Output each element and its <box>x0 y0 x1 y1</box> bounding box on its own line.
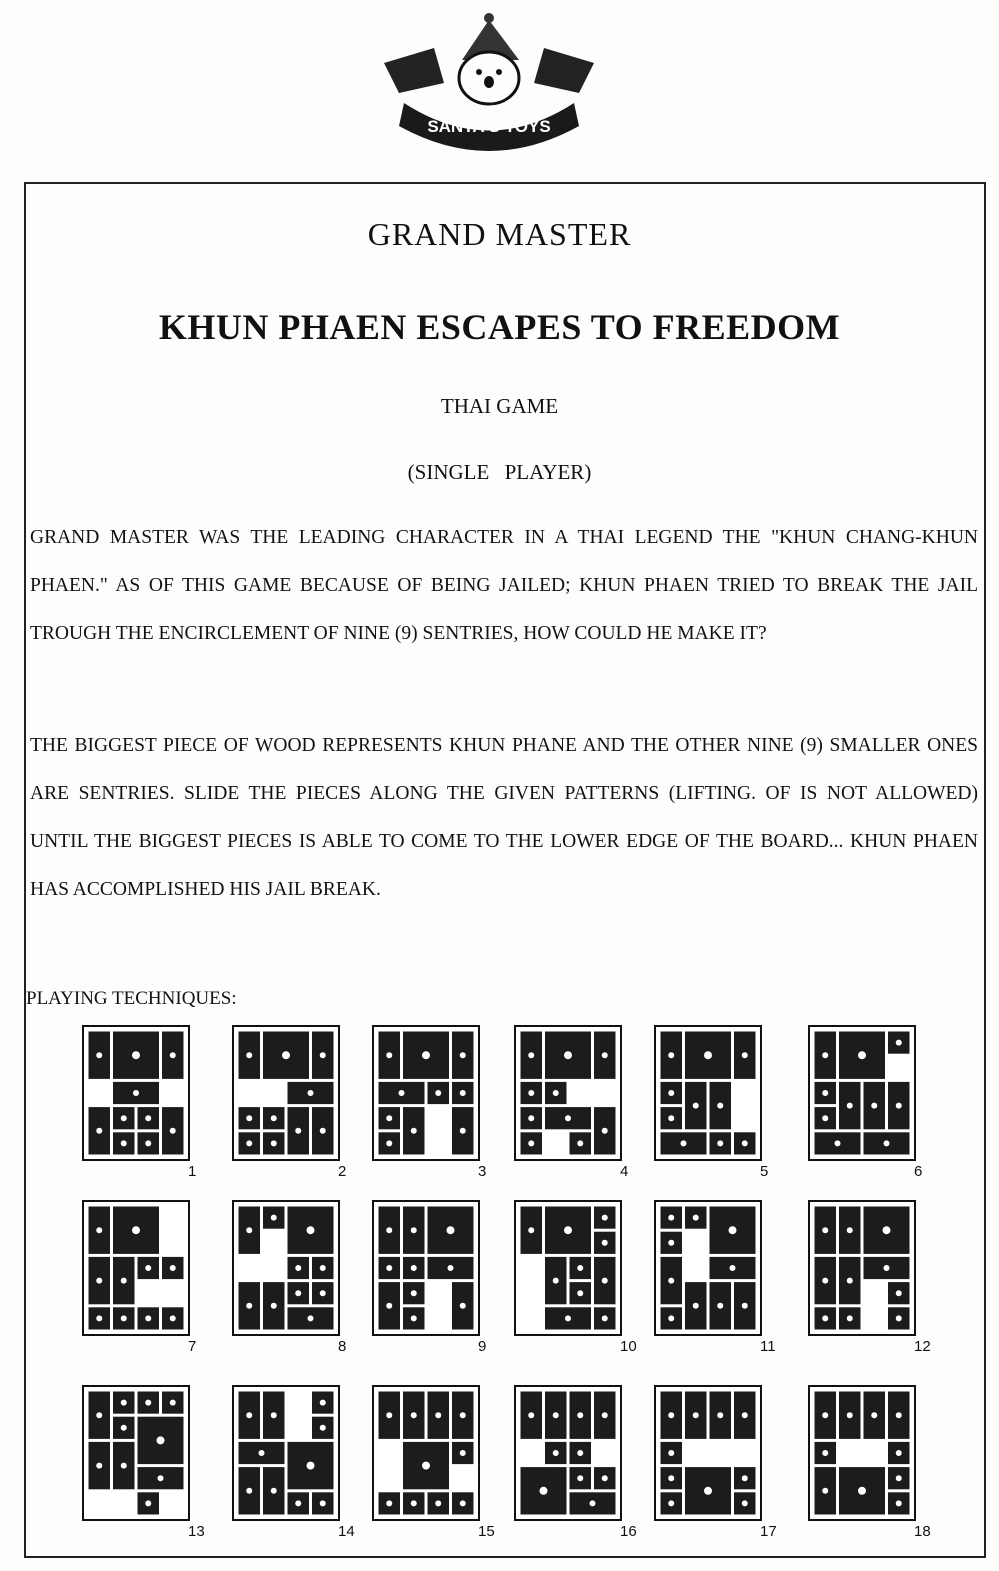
board-number: 16 <box>620 1523 637 1540</box>
piece-dot <box>447 1226 455 1234</box>
piece-dot <box>386 1265 392 1271</box>
piece-dot <box>540 1487 548 1495</box>
piece-dot <box>121 1425 127 1431</box>
piece-dot <box>668 1500 674 1506</box>
piece-dot <box>847 1412 853 1418</box>
piece-dot <box>145 1400 151 1406</box>
piece-dot <box>602 1412 608 1418</box>
piece-dot <box>435 1090 441 1096</box>
board-number: 5 <box>760 1163 769 1180</box>
piece-dot <box>847 1227 853 1233</box>
piece-dot <box>871 1103 877 1109</box>
piece-dot <box>460 1090 466 1096</box>
piece-dot <box>822 1450 828 1456</box>
piece-dot <box>602 1475 608 1481</box>
piece-dot <box>668 1115 674 1121</box>
piece-dot <box>704 1487 712 1495</box>
piece-dot <box>729 1226 737 1234</box>
piece-dot <box>271 1303 277 1309</box>
piece-dot <box>602 1315 608 1321</box>
piece-dot <box>386 1412 392 1418</box>
piece-dot <box>96 1128 102 1134</box>
piece-dot <box>271 1140 277 1146</box>
piece-dot <box>411 1227 417 1233</box>
board-diagram-8 <box>232 1200 340 1336</box>
board-number: 12 <box>914 1338 931 1355</box>
piece-dot <box>460 1303 466 1309</box>
piece-dot <box>271 1215 277 1221</box>
piece-dot <box>132 1051 140 1059</box>
piece-dot <box>577 1412 583 1418</box>
piece-dot <box>320 1265 326 1271</box>
piece-dot <box>145 1265 151 1271</box>
piece-dot <box>448 1265 454 1271</box>
piece-dot <box>460 1450 466 1456</box>
piece-dot <box>553 1090 559 1096</box>
board-diagram-15 <box>372 1385 480 1521</box>
piece-dot <box>668 1052 674 1058</box>
piece-dot <box>386 1227 392 1233</box>
piece-dot <box>121 1278 127 1284</box>
page-subtitle: KHUN PHAEN ESCAPES TO FREEDOM <box>158 307 841 347</box>
board-diagram-12 <box>808 1200 916 1336</box>
board-diagram-10 <box>514 1200 622 1336</box>
piece-dot <box>847 1315 853 1321</box>
piece-dot <box>564 1226 572 1234</box>
board-diagram-2 <box>232 1025 340 1161</box>
piece-dot <box>858 1051 866 1059</box>
board-number: 2 <box>338 1163 347 1180</box>
board-number: 11 <box>760 1338 776 1355</box>
piece-dot <box>883 1226 891 1234</box>
svg-text:SANTA'S TOYS: SANTA'S TOYS <box>427 117 551 136</box>
piece-dot <box>847 1103 853 1109</box>
piece-dot <box>460 1052 466 1058</box>
piece-dot <box>96 1278 102 1284</box>
piece-dot <box>170 1128 176 1134</box>
piece-dot <box>693 1103 699 1109</box>
board-diagram-14 <box>232 1385 340 1521</box>
piece-dot <box>435 1412 441 1418</box>
piece-dot <box>271 1115 277 1121</box>
piece-dot <box>259 1450 265 1456</box>
piece-dot <box>386 1303 392 1309</box>
piece-dot <box>145 1115 151 1121</box>
player-count: (SINGLE PLAYER) <box>407 460 592 484</box>
techniques-heading: PLAYING TECHNIQUES: <box>26 988 237 1009</box>
board-diagram-5 <box>654 1025 762 1161</box>
piece-dot <box>847 1278 853 1284</box>
piece-dot <box>96 1052 102 1058</box>
piece-dot <box>822 1278 828 1284</box>
piece-dot <box>246 1227 252 1233</box>
piece-dot <box>411 1500 417 1506</box>
piece-dot <box>96 1227 102 1233</box>
piece-dot <box>295 1500 301 1506</box>
piece-dot <box>121 1400 127 1406</box>
piece-dot <box>386 1052 392 1058</box>
piece-dot <box>386 1115 392 1121</box>
piece-dot <box>822 1052 828 1058</box>
piece-dot <box>246 1115 252 1121</box>
piece-dot <box>246 1488 252 1494</box>
piece-dot <box>896 1450 902 1456</box>
piece-dot <box>717 1303 723 1309</box>
piece-dot <box>170 1315 176 1321</box>
piece-dot <box>668 1090 674 1096</box>
piece-dot <box>282 1051 290 1059</box>
piece-dot <box>386 1140 392 1146</box>
board-diagram-9 <box>372 1200 480 1336</box>
piece-dot <box>742 1475 748 1481</box>
piece-dot <box>896 1500 902 1506</box>
piece-dot <box>553 1278 559 1284</box>
piece-dot <box>577 1450 583 1456</box>
piece-dot <box>246 1140 252 1146</box>
piece-dot <box>896 1103 902 1109</box>
piece-dot <box>668 1278 674 1284</box>
piece-dot <box>170 1052 176 1058</box>
piece-dot <box>411 1315 417 1321</box>
piece-dot <box>577 1475 583 1481</box>
board-number: 17 <box>760 1523 777 1540</box>
piece-dot <box>295 1128 301 1134</box>
piece-dot <box>693 1412 699 1418</box>
piece-dot <box>411 1290 417 1296</box>
piece-dot <box>411 1265 417 1271</box>
board-number: 13 <box>188 1523 205 1540</box>
piece-dot <box>320 1290 326 1296</box>
piece-dot <box>422 1462 430 1470</box>
piece-dot <box>553 1450 559 1456</box>
piece-dot <box>246 1052 252 1058</box>
piece-dot <box>386 1500 392 1506</box>
piece-dot <box>590 1500 596 1506</box>
board-diagram-17 <box>654 1385 762 1521</box>
piece-dot <box>668 1315 674 1321</box>
board-diagram-1 <box>82 1025 190 1161</box>
piece-dot <box>896 1315 902 1321</box>
piece-dot <box>271 1412 277 1418</box>
piece-dot <box>170 1265 176 1271</box>
piece-dot <box>320 1128 326 1134</box>
piece-dot <box>896 1040 902 1046</box>
piece-dot <box>308 1315 314 1321</box>
piece-dot <box>668 1450 674 1456</box>
board-number: 8 <box>338 1338 347 1355</box>
piece-dot <box>681 1140 687 1146</box>
piece-dot <box>668 1240 674 1246</box>
piece-dot <box>271 1488 277 1494</box>
piece-dot <box>871 1412 877 1418</box>
board-number: 3 <box>478 1163 487 1180</box>
piece-dot <box>435 1500 441 1506</box>
piece-dot <box>411 1412 417 1418</box>
piece-dot <box>170 1400 176 1406</box>
board-diagram-4 <box>514 1025 622 1161</box>
piece-dot <box>896 1475 902 1481</box>
piece-dot <box>528 1052 534 1058</box>
piece-dot <box>320 1500 326 1506</box>
rules-paragraph: THE BIGGEST PIECE OF WOOD REPRESENTS KHUN PHANE AND THE OTHER NINE (9) SMALLER ONES ARE SENTRIES. SLIDE THE PIECES ALONG THE GIVEN PATTERNS (LIFTING. OF IS NOT ALLOWED) UNTIL THE BIGGEST PIECES IS ABLE TO COME TO THE LOWER EDGE OF THE BOARD... KHUN PHAEN HAS ACCOMPLISHED HIS JAIL BREAK. <box>30 735 978 900</box>
piece-dot <box>835 1140 841 1146</box>
piece-dot <box>121 1140 127 1146</box>
piece-dot <box>121 1315 127 1321</box>
piece-dot <box>822 1227 828 1233</box>
piece-dot <box>307 1226 315 1234</box>
piece-dot <box>822 1412 828 1418</box>
piece-dot <box>668 1215 674 1221</box>
piece-dot <box>528 1115 534 1121</box>
piece-dot <box>742 1412 748 1418</box>
board-number: 4 <box>620 1163 629 1180</box>
piece-dot <box>565 1315 571 1321</box>
piece-dot <box>730 1265 736 1271</box>
piece-dot <box>693 1215 699 1221</box>
board-diagram-3 <box>372 1025 480 1161</box>
board-number: 1 <box>188 1163 197 1180</box>
piece-dot <box>717 1140 723 1146</box>
board-diagram-13 <box>82 1385 190 1521</box>
piece-dot <box>96 1463 102 1469</box>
piece-dot <box>295 1265 301 1271</box>
board-number: 6 <box>914 1163 923 1180</box>
board-number: 10 <box>620 1338 637 1355</box>
piece-dot <box>422 1051 430 1059</box>
piece-dot <box>693 1303 699 1309</box>
piece-dot <box>577 1265 583 1271</box>
piece-dot <box>320 1425 326 1431</box>
piece-dot <box>668 1412 674 1418</box>
piece-dot <box>308 1090 314 1096</box>
piece-dot <box>742 1140 748 1146</box>
piece-dot <box>822 1488 828 1494</box>
game-type: THAI GAME <box>440 394 559 418</box>
piece-dot <box>896 1412 902 1418</box>
piece-dot <box>577 1140 583 1146</box>
piece-dot <box>246 1303 252 1309</box>
piece-dot <box>858 1487 866 1495</box>
board-diagram-7 <box>82 1200 190 1336</box>
piece-dot <box>145 1500 151 1506</box>
piece-dot <box>822 1315 828 1321</box>
piece-dot <box>96 1315 102 1321</box>
piece-dot <box>884 1140 890 1146</box>
piece-dot <box>411 1128 417 1134</box>
piece-dot <box>133 1090 139 1096</box>
board-number: 7 <box>188 1338 197 1355</box>
piece-dot <box>528 1140 534 1146</box>
piece-dot <box>668 1475 674 1481</box>
piece-dot <box>704 1051 712 1059</box>
piece-dot <box>157 1436 165 1444</box>
piece-dot <box>460 1128 466 1134</box>
piece-dot <box>307 1462 315 1470</box>
board-number: 9 <box>478 1338 487 1355</box>
piece-dot <box>717 1412 723 1418</box>
board-diagram-18 <box>808 1385 916 1521</box>
piece-dot <box>320 1052 326 1058</box>
piece-dot <box>896 1290 902 1296</box>
intro-paragraph: GRAND MASTER WAS THE LEADING CHARACTER IN A THAI LEGEND THE "KHUN CHANG-KHUN PHAEN." AS OF THIS GAME BECAUSE OF BEING JAILED; KHUN PHAEN TRIED TO BREAK THE JAIL TROUGH THE ENCIRCLEMENT OF NINE (9) SENTRIES, HOW COULD HE MAKE IT? <box>30 527 978 644</box>
piece-dot <box>742 1500 748 1506</box>
piece-dot <box>145 1140 151 1146</box>
piece-dot <box>742 1303 748 1309</box>
piece-dot <box>602 1240 608 1246</box>
piece-dot <box>822 1090 828 1096</box>
board-diagram-6 <box>808 1025 916 1161</box>
page-title: GRAND MASTER <box>367 216 632 252</box>
piece-dot <box>717 1103 723 1109</box>
piece-dot <box>96 1412 102 1418</box>
piece-dot <box>602 1128 608 1134</box>
piece-dot <box>553 1412 559 1418</box>
board-number: 15 <box>478 1523 495 1540</box>
piece-dot <box>528 1090 534 1096</box>
piece-dot <box>602 1278 608 1284</box>
piece-dot <box>602 1215 608 1221</box>
piece-dot <box>577 1290 583 1296</box>
piece-dot <box>528 1412 534 1418</box>
piece-dot <box>564 1051 572 1059</box>
piece-dot <box>158 1475 164 1481</box>
piece-dot <box>132 1226 140 1234</box>
piece-dot <box>822 1115 828 1121</box>
piece-dot <box>565 1115 571 1121</box>
piece-dot <box>295 1290 301 1296</box>
piece-dot <box>884 1265 890 1271</box>
piece-dot <box>528 1227 534 1233</box>
piece-dot <box>742 1052 748 1058</box>
piece-dot <box>460 1412 466 1418</box>
piece-dot <box>460 1500 466 1506</box>
piece-dot <box>246 1412 252 1418</box>
board-diagram-11 <box>654 1200 762 1336</box>
board-diagram-16 <box>514 1385 622 1521</box>
piece-dot <box>121 1115 127 1121</box>
board-number: 14 <box>338 1523 355 1540</box>
piece-dot <box>145 1315 151 1321</box>
piece-dot <box>399 1090 405 1096</box>
piece-dot <box>121 1463 127 1469</box>
piece-dot <box>320 1400 326 1406</box>
board-number: 18 <box>914 1523 931 1540</box>
piece-dot <box>602 1052 608 1058</box>
